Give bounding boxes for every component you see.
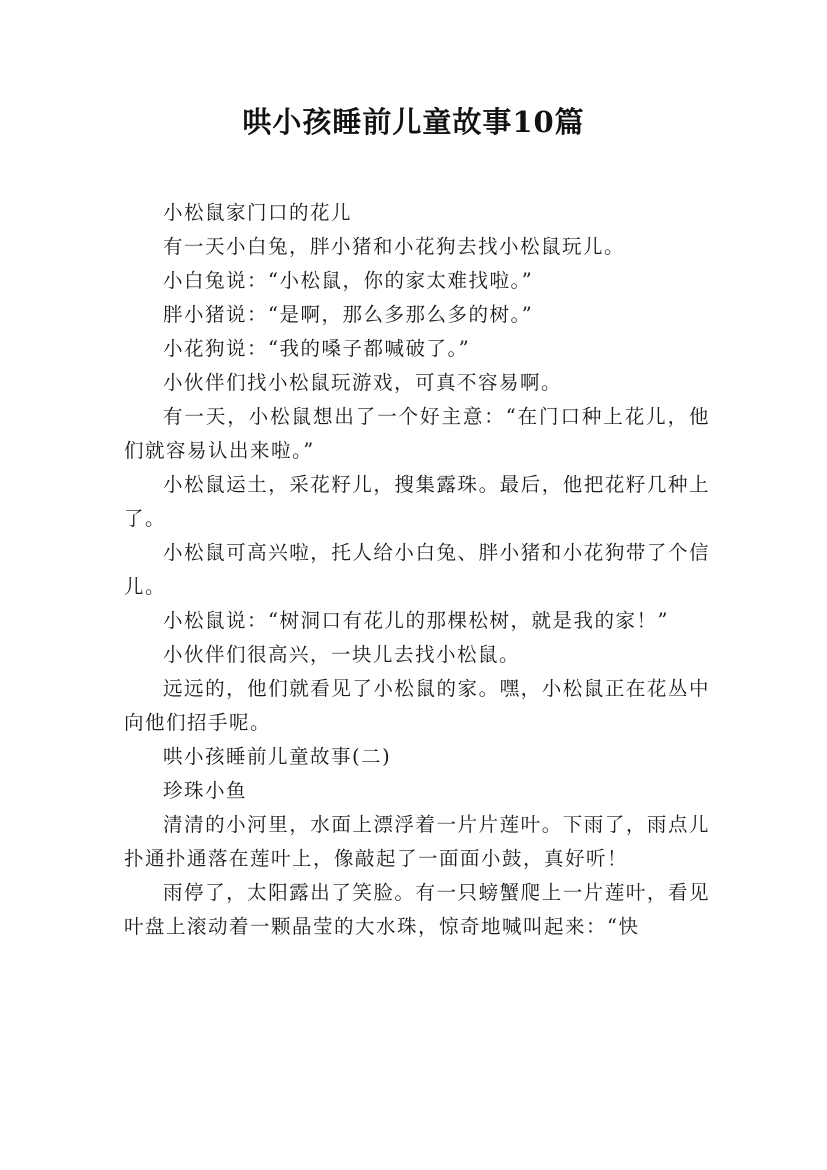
story-title: 珍珠小鱼	[163, 779, 248, 802]
paragraph: 小伙伴们很高兴，一块儿去找小松鼠。	[163, 643, 521, 666]
paragraph-story1-heading: 小松鼠家门口的花儿	[163, 201, 353, 224]
document-title: 哄小孩睡前儿童故事10篇	[242, 105, 585, 139]
paragraph: 远远的，他们就看见了小松鼠的家。嘿，小松鼠正在花丛中向他们招手呢。	[124, 677, 710, 734]
section-heading: 哄小孩睡前儿童故事(二)	[163, 745, 392, 768]
paragraph: 有一天小白兔，胖小猪和小花狗去找小松鼠玩儿。	[163, 235, 626, 258]
paragraph: 雨停了，太阳露出了笑脸。有一只螃蟹爬上一片莲叶，看见叶盘上滚动着一颗晶莹的大水珠，惊奇地喊叫起来：“快	[124, 881, 710, 938]
paragraph: 小松鼠可高兴啦，托人给小白兔、胖小猪和小花狗带了个信儿。	[124, 541, 710, 598]
paragraph: 小白兔说：“小松鼠，你的家太难找啦。”	[163, 269, 534, 292]
paragraph: 有一天，小松鼠想出了一个好主意：“在门口种上花儿，他们就容易认出来啦。”	[124, 405, 710, 462]
document-body	[124, 196, 710, 944]
paragraph: 小伙伴们找小松鼠玩游戏，可真不容易啊。	[163, 371, 563, 394]
paragraph: 小花狗说：“我的嗓子都喊破了。”	[163, 337, 471, 360]
paragraph: 胖小猪说：“是啊，那么多那么多的树。”	[163, 303, 534, 326]
paragraph: 清清的小河里，水面上漂浮着一片片莲叶。下雨了，雨点儿扑通扑通落在莲叶上，像敲起了一面面小鼓，真好听！	[124, 813, 710, 870]
paragraph: 小松鼠运土，采花籽儿，搜集露珠。最后，他把花籽几种上了。	[124, 473, 710, 530]
paragraph: 小松鼠说：“树洞口有花儿的那棵松树，就是我的家！”	[163, 609, 669, 632]
